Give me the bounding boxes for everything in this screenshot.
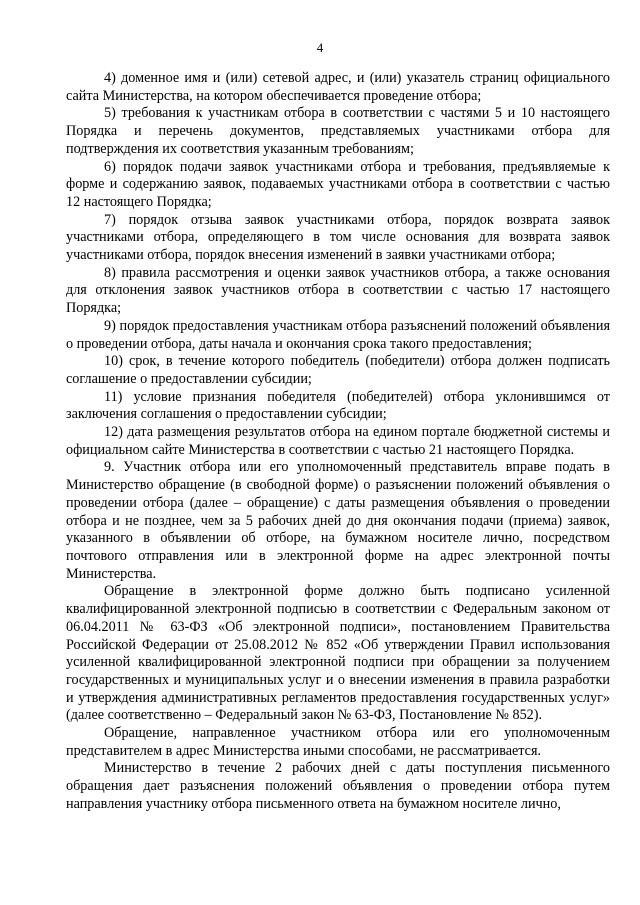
paragraph-item-12: 12) дата размещения результатов отбора на едином портале бюджетной системы и официальном сайте Министерства в соответствии с частью 21 настоящего Порядка. [66, 424, 610, 458]
paragraph-item-11: 11) условие признания победителя (победителей) отбора уклонившимся от заключения соглашения о предоставлении субсидии; [66, 388, 610, 423]
paragraph-item-7: 7) порядок отзыва заявок участниками отбора, порядок возврата заявок участниками отбора, определяющего в том числе основания для возврата заявок участниками отбора, порядок внесения изменений в заявки участниками отбора; [66, 211, 610, 264]
document-body [66, 70, 610, 814]
paragraph-ministry-response: Министерство в течение 2 рабочих дней с даты поступления письменного обращения дает разъяснения положений объявления о проведении отбора путем направления участнику отбора письменного ответа на бумажном носителе лично, [66, 760, 610, 812]
paragraph-section-9: 9. Участник отбора или его уполномоченный представитель вправе подать в Министерство обращение (в свободной форме) о разъяснении положений объявления о проведении отбора (далее – обращение) с даты размещения объявления о проведении отбора и не позднее, чем за 5 рабочих дней до дня окончания подачи (приема) заявок, указанного в объявлении об отборе, на бумажном носителе лично, посредством почтового отправления или в электронной форме на адрес электронной почты Министерства. [66, 459, 610, 582]
paragraph-item-8: 8) правила рассмотрения и оценки заявок участников отбора, а также основания для отклонения заявок участников отбора в соответствии с частью 17 настоящего Порядка; [66, 264, 610, 317]
paragraph-item-9: 9) порядок предоставления участникам отбора разъяснений положений объявления о проведении отбора, даты начала и окончания срока такого предоставления; [66, 317, 610, 352]
paragraph-other-methods: Обращение, направленное участником отбора или его уполномоченным представителем в адрес Министерства иными способами, не рассматривается. [66, 725, 610, 759]
page-number: 4 [316, 40, 324, 55]
paragraph-item-5: 5) требования к участникам отбора в соответствии с частями 5 и 10 настоящего Порядка и перечень документов, представляемых участниками отбора для подтверждения их соответствия указанным требованиям; [66, 105, 610, 157]
paragraph-item-4: 4) доменное имя и (или) сетевой адрес, и (или) указатель страниц официального сайта Министерства, на котором обеспечивается проведение отбора; [66, 70, 610, 104]
paragraph-electronic-form: Обращение в электронной форме должно быть подписано усиленной квалифицированной электронной подписью в соответствии с Федеральным законом от 06.04.2011 № 63-ФЗ «Об электронной подписи», постановлением Правительства Российской Федерации от 25.08.2012 № 852 «Об утверждении Правил использования усиленной квалифицированной электронной подписи при обращении за получением государственных и муниципальных услуг и о внесении изменения в правила разработки и утверждения административных регламентов предоставления государственных услуг» (далее соответственно – Федеральный закон № 63-ФЗ, Постановление № 852). [66, 583, 610, 724]
paragraph-item-10: 10) срок, в течение которого победитель (победители) отбора должен подписать соглашение о предоставлении субсидии; [66, 353, 610, 387]
paragraph-item-6: 6) порядок подачи заявок участниками отбора и требования, предъявляемые к форме и содержанию заявок, подаваемых участниками отбора в соответствии с частью 12 настоящего Порядка; [66, 158, 610, 210]
